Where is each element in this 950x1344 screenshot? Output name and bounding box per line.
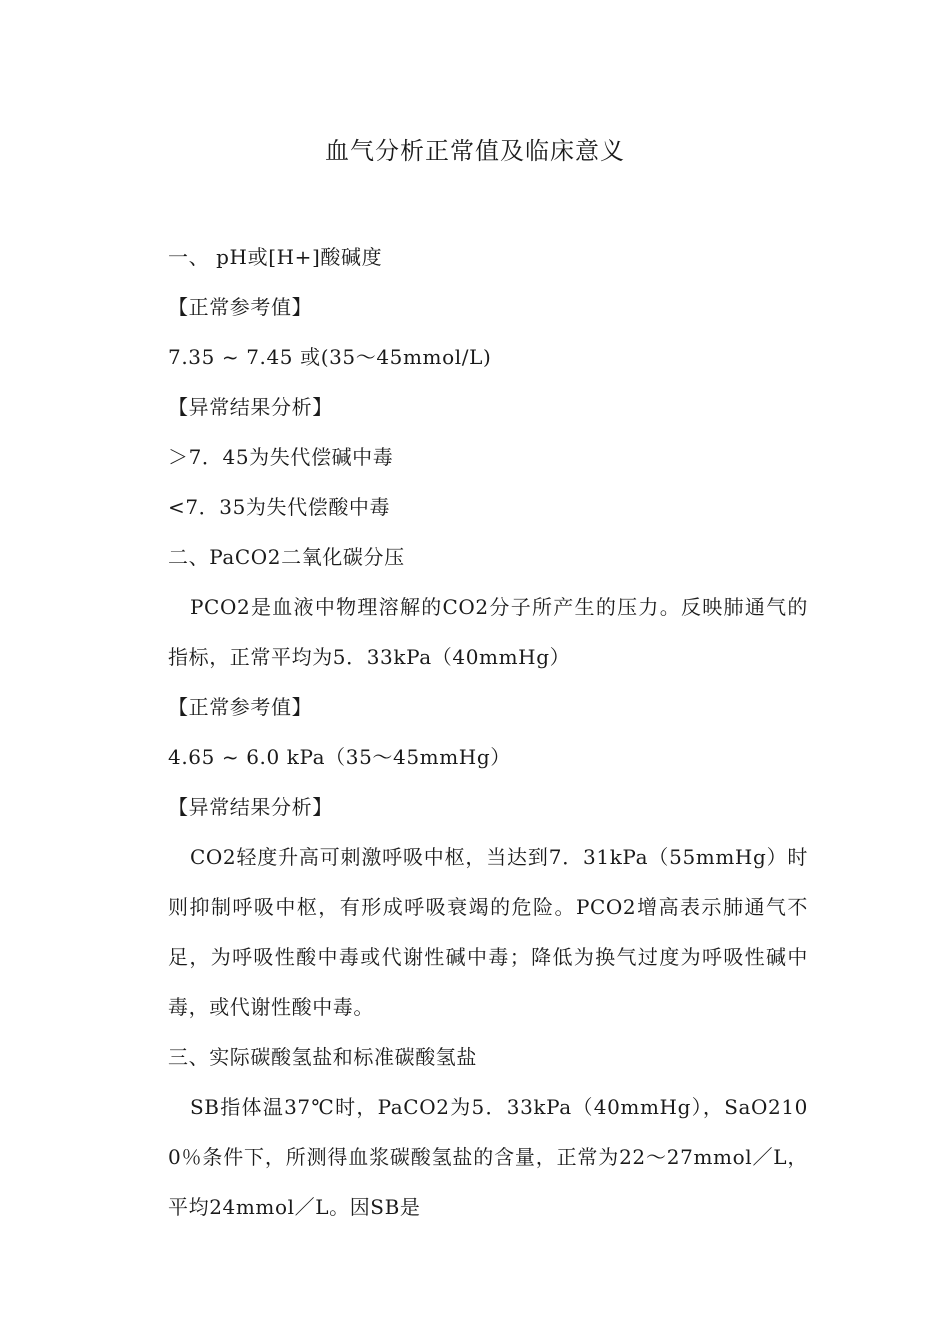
paco2-reference-value: 4.65 ~ 6.0 kPa（35～45mmHg） — [168, 745, 511, 769]
section-heading-paco2: 二、PaCO2二氧化碳分压 — [168, 545, 405, 569]
section-heading-ph: 一、 pH或[H+]酸碱度 — [168, 245, 383, 269]
subheading-normal-reference: 【正常参考值】 — [168, 695, 313, 719]
subheading-normal-reference: 【正常参考值】 — [168, 295, 313, 319]
document-body — [168, 232, 808, 1232]
paco2-description-paragraph: PCO2是血液中物理溶解的CO2分子所产生的压力。反映肺通气的指标，正常平均为5．33kPa（40mmHg） — [168, 595, 808, 669]
sb-description-paragraph: SB指体温37℃时，PaCO2为5．33kPa（40mmHg），SaO2100％条件下，所测得血浆碳酸氢盐的含量，正常为22～27mmol／L，平均24mmol／L。因SB是 — [168, 1095, 808, 1219]
ph-reference-value: 7.35 ~ 7.45 或(35～45mmol/L) — [168, 345, 492, 369]
section-heading-bicarbonate: 三、实际碳酸氢盐和标准碳酸氢盐 — [168, 1045, 477, 1069]
subheading-abnormal-analysis: 【异常结果分析】 — [168, 795, 333, 819]
paco2-analysis-paragraph: CO2轻度升高可刺激呼吸中枢，当达到7．31kPa（55mmHg）时则抑制呼吸中枢，有形成呼吸衰竭的危险。PCO2增高表示肺通气不足，为呼吸性酸中毒或代谢性碱中毒；降低为换气过度为呼吸性碱中毒，或代谢性酸中毒。 — [168, 845, 808, 1019]
ph-alkalosis-line: ＞7．45为失代偿碱中毒 — [168, 445, 394, 469]
document-title: 血气分析正常值及临床意义 — [325, 137, 625, 165]
ph-acidosis-line: <7．35为失代偿酸中毒 — [168, 495, 391, 519]
subheading-abnormal-analysis: 【异常结果分析】 — [168, 395, 333, 419]
